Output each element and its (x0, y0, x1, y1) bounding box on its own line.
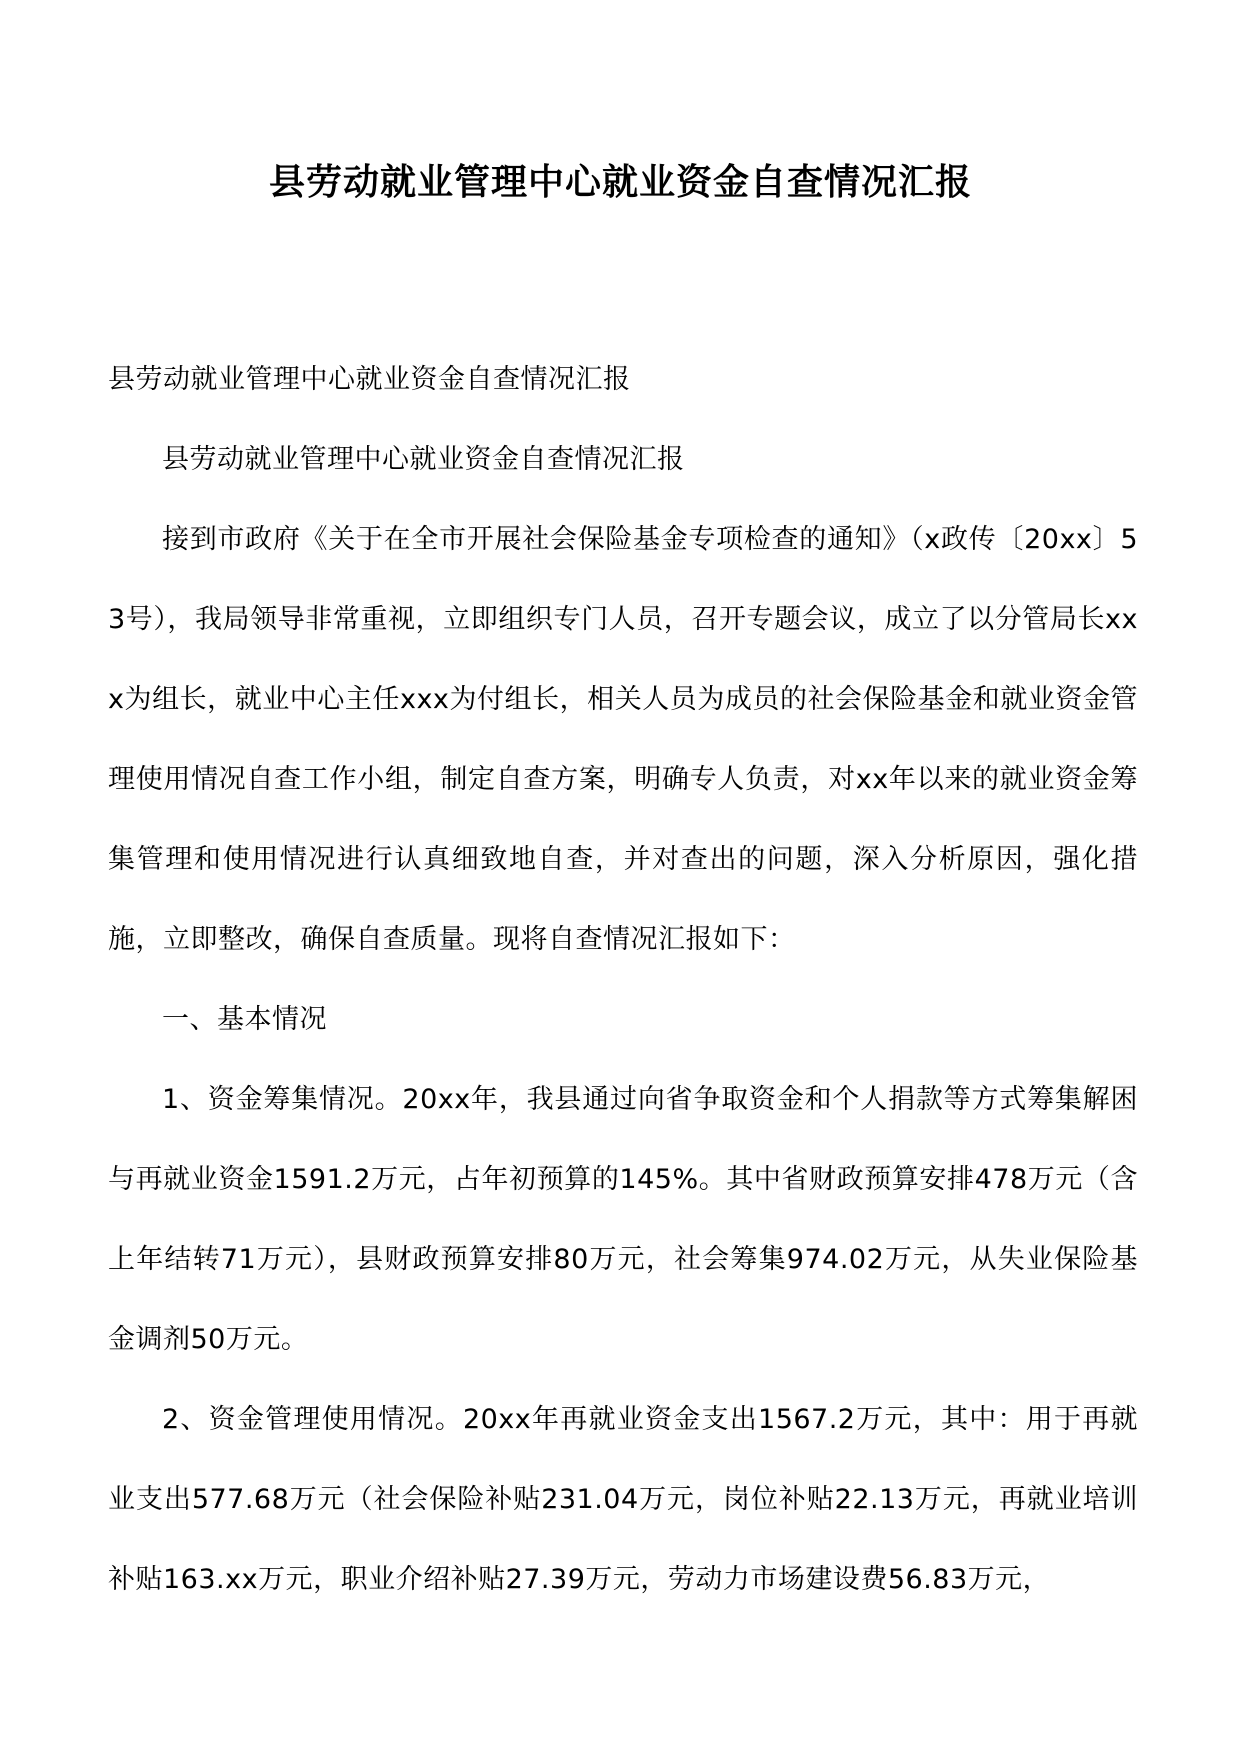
section-heading-basic-situation: 一、基本情况 (162, 1004, 327, 1035)
document-body (108, 340, 1138, 1620)
paragraph-heading-indented: 县劳动就业管理中心就业资金自查情况汇报 (162, 444, 685, 475)
paragraph-intro: 接到市政府《关于在全市开展社会保险基金专项检查的通知》（x政传〔20xx〕53号），我局领导非常重视，立即组织专门人员，召开专题会议，成立了以分管局长xxx为组长，就业中心主任xxx为付组长，相关人员为成员的社会保险基金和就业资金管理使用情况自查工作小组，制定自查方案，明确专人负责，对xx年以来的就业资金筹集管理和使用情况进行认真细致地自查，并对查出的问题，深入分析原因，强化措施，立即整改，确保自查质量。现将自查情况汇报如下： (108, 524, 1138, 955)
document-title: 县劳动就业管理中心就业资金自查情况汇报 (268, 161, 972, 203)
paragraph-fund-raising: 1、资金筹集情况。20xx年，我县通过向省争取资金和个人捐款等方式筹集解困与再就业资金1591.2万元，占年初预算的145%。其中省财政预算安排478万元（含上年结转71万元），县财政预算安排80万元，社会筹集974.02万元，从失业保险基金调剂50万元。 (108, 1084, 1138, 1355)
paragraph-fund-management: 2、资金管理使用情况。20xx年再就业资金支出1567.2万元，其中：用于再就业支出577.68万元（社会保险补贴231.04万元，岗位补贴22.13万元，再就业培训补贴163.xx万元，职业介绍补贴27.39万元，劳动力市场建设费56.83万元， (108, 1404, 1138, 1595)
paragraph-heading-repeat: 县劳动就业管理中心就业资金自查情况汇报 (108, 364, 631, 395)
